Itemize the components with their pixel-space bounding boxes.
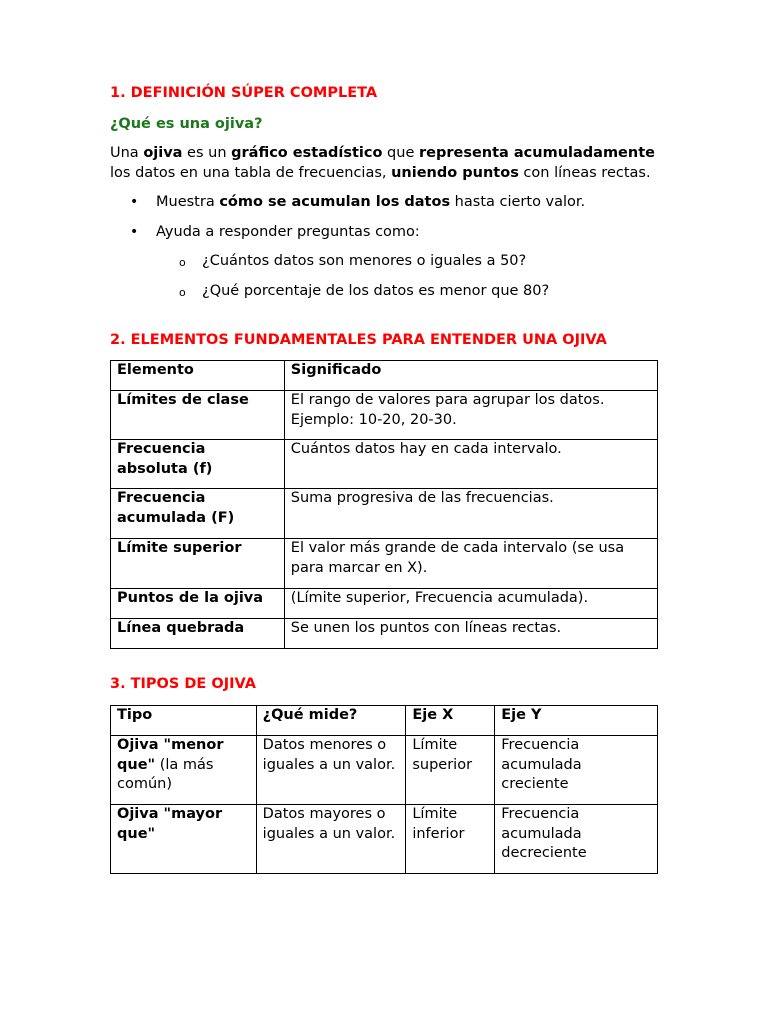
table-row [111,489,658,539]
section-1-question: ¿Qué es una ojiva? [110,116,263,132]
sub-bullet-marker: o [179,285,186,299]
section-1 [110,83,658,301]
table-cell: Datos mayores o iguales a un valor. [256,805,406,874]
table-row [111,391,658,440]
table-cell: Línea quebrada [117,620,245,636]
table-cell: Frecuencia acumulada decreciente [495,805,658,874]
table-cell: Suma progresiva de las frecuencias. [284,489,657,539]
sub-bullet-marker: o [179,256,186,269]
table-cell: (Límite superior, Frecuencia acumulada). [284,589,657,619]
table-row [111,539,658,589]
section-3-title: 3. TIPOS DE OJIVA [110,676,256,692]
bullet-list [110,193,658,242]
table-row [111,736,658,805]
table-row [111,589,658,619]
elements-table [110,360,658,649]
table-cell: Datos menores o iguales a un valor. [256,736,406,805]
section-3 [110,674,658,874]
section-1-title: 1. DEFINICIÓN SÚPER COMPLETA [110,85,378,101]
section-2 [110,330,658,649]
column-header: ¿Qué mide? [262,707,358,723]
table-header-row [111,361,658,391]
table-cell: Límite superior [406,736,495,805]
table-cell: El rango de valores para agrupar los datos. Ejemplo: 10-20, 20-30. [284,391,657,440]
table-cell: Puntos de la ojiva [117,590,264,606]
table-row [111,805,658,874]
bullet-item: • Muestra cómo se acumulan los datos hasta cierto valor. [110,193,658,213]
table-row [111,619,658,649]
table-cell: Se unen los puntos con líneas rectas. [284,619,657,649]
section-2-title: 2. ELEMENTOS FUNDAMENTALES PARA ENTENDER UNA OJIVA [110,332,607,348]
sub-bullet-list [110,252,658,301]
column-header: Eje X [412,707,454,723]
table-cell: Límites de clase [117,392,249,408]
table-cell: Cuántos datos hay en cada intervalo. [284,440,657,489]
table-cell: Ojiva "mayor que" [111,805,257,874]
column-header: Eje Y [501,707,542,723]
table-cell: El valor más grande de cada intervalo (se usa para marcar en X). [284,539,657,589]
definition-paragraph: Una ojiva es un gráfico estadístico que representa acumuladamente los datos en una tabla de frecuencias, uniendo puntos con líneas rectas. [110,145,655,181]
sub-bullet-item: o ¿Cuántos datos son menores o iguales a 50? [110,252,658,272]
types-table [110,705,658,874]
table-header-row [111,706,658,736]
bullet-item: • Ayuda a responder preguntas como: [110,223,658,243]
table-cell: Frecuencia acumulada (F) [117,490,235,526]
column-header: Tipo [117,707,153,723]
bullet-marker: • [130,194,139,210]
document-page [110,83,658,874]
bullet-marker: • [130,223,139,240]
sub-bullet-item: o ¿Qué porcentaje de los datos es menor que 80? [110,282,658,302]
column-header: Significado [290,362,382,378]
column-header: Elemento [117,362,194,378]
table-cell: Ojiva "menor que" (la más común) [111,736,257,805]
table-cell: Límite inferior [406,805,495,874]
table-cell: Frecuencia acumulada creciente [495,736,658,805]
table-cell: Límite superior [117,540,242,556]
table-row [111,440,658,489]
table-cell: Frecuencia absoluta (f) [117,441,213,477]
